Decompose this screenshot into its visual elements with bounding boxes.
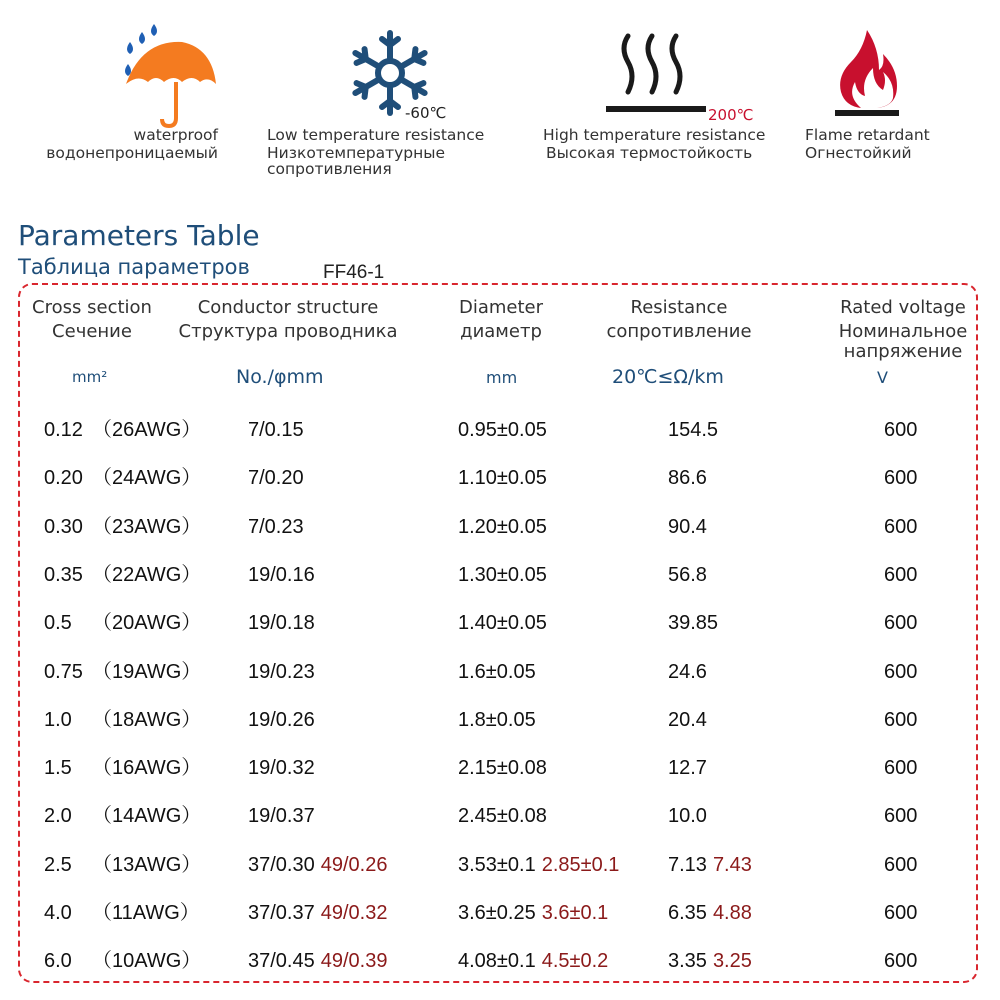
cell-resistance: 90.4 [668,515,707,538]
cell-resistance: 20.4 [668,708,707,731]
cell-size: 0.12 [44,419,83,441]
header-conductor-ru: Структура проводника [178,321,398,342]
cell-structure: 37/0.30 49/0.26 [248,853,388,876]
feature-low-temp-ru-2: сопротивления [267,160,392,178]
cell-size: 1.0 [44,708,72,731]
cell-awg: （13AWG） [92,853,202,876]
table-row [0,705,1000,735]
cell-awg: （20AWG） [92,612,202,635]
header-voltage-ru-2: напряжение [843,341,963,362]
header-cross-section-en: Cross section [32,297,152,318]
cell-structure: 37/0.45 49/0.39 [248,950,388,973]
table-row [0,850,1000,880]
header-conductor-unit: No./φmm [236,366,324,388]
cell-size: 6.0 [44,950,72,973]
table-row [0,898,1000,928]
cell-size: 0.35 [44,563,83,586]
feature-waterproof-ru: водонепроницаемый [46,144,218,162]
cell-size: 2.5 [44,853,72,876]
high-temp-badge: 200℃ [708,106,754,124]
cell-voltage: 600 [884,950,918,973]
cell-diameter: 1.10±0.05 [458,467,547,490]
cell-resistance: 24.6 [668,660,707,683]
cell-awg: （18AWG） [92,708,202,731]
cell-structure: 7/0.15 [248,419,304,441]
feature-high-temp-ru: Высокая термостойкость [546,144,753,162]
cell-voltage: 600 [884,660,918,683]
table-row [0,560,1000,590]
header-voltage-unit: V [877,368,888,387]
cell-diameter: 2.15±0.08 [458,757,547,780]
table-row [0,801,1000,831]
header-resistance-en: Resistance [630,297,728,318]
feature-waterproof-en: waterproof [133,126,218,144]
cell-resistance: 154.5 [668,419,719,441]
cell-size: 4.0 [44,902,72,924]
table-row [0,753,1000,783]
header-cross-section-ru: Сечение [52,321,132,342]
cell-diameter: 2.45±0.08 [458,805,547,828]
cell-awg: （24AWG） [92,467,202,490]
cell-awg: （16AWG） [92,757,202,780]
cell-diameter: 1.6±0.05 [458,660,536,683]
cell-voltage: 600 [884,853,918,876]
header-voltage-en: Rated voltage [840,297,966,318]
cell-voltage: 600 [884,805,918,828]
cell-structure: 19/0.16 [248,563,315,586]
header-voltage-ru-1: Номинальное [838,321,968,342]
cell-resistance: 3.35 3.25 [668,950,752,973]
cell-structure: 19/0.23 [248,660,315,683]
cell-voltage: 600 [884,612,918,635]
table-row [0,946,1000,976]
cell-resistance: 7.13 7.43 [668,853,752,876]
page-title-ru: Таблица параметров [18,255,250,279]
cell-structure: 19/0.37 [248,805,315,828]
cell-diameter: 1.40±0.05 [458,612,547,635]
table-row [0,463,1000,493]
feature-flame-ru: Огнестойкий [805,144,912,162]
cell-voltage: 600 [884,708,918,731]
cell-resistance: 56.8 [668,563,707,586]
cell-size: 0.30 [44,515,83,538]
cell-diameter: 4.08±0.1 4.5±0.2 [458,950,609,973]
cell-structure: 19/0.32 [248,757,315,780]
cell-voltage: 600 [884,467,918,490]
page-title: Parameters Table [18,219,260,252]
cell-size: 0.5 [44,612,72,635]
table-row [0,657,1000,687]
cell-diameter: 1.30±0.05 [458,563,547,586]
cell-resistance: 12.7 [668,757,707,780]
cell-structure: 7/0.20 [248,467,304,490]
cell-diameter: 3.53±0.1 2.85±0.1 [458,853,620,876]
cell-structure: 19/0.26 [248,708,315,731]
cell-structure: 37/0.37 49/0.32 [248,902,388,924]
cell-voltage: 600 [884,515,918,538]
table-row [0,415,1000,445]
cell-awg: （14AWG） [92,805,202,828]
table-row [0,512,1000,542]
heat-waves-icon [606,32,706,116]
cell-voltage: 600 [884,563,918,586]
cell-size: 1.5 [44,757,72,780]
cell-awg: （26AWG） [92,419,202,441]
feature-high-temp-en: High temperature resistance [543,126,766,144]
cell-diameter: 1.8±0.05 [458,708,536,731]
header-diameter-en: Diameter [458,297,544,318]
cell-resistance: 39.85 [668,612,719,635]
cell-awg: （11AWG） [92,902,200,924]
feature-low-temp-ru-1: Низкотемпературные [267,144,446,162]
cell-resistance: 86.6 [668,467,707,490]
header-cross-section-unit: mm² [72,368,108,386]
cell-diameter: 3.6±0.25 3.6±0.1 [458,902,609,924]
cell-size: 0.20 [44,467,83,490]
umbrella-icon [112,22,218,130]
cell-voltage: 600 [884,757,918,780]
cell-awg: （10AWG） [92,950,202,973]
cell-structure: 19/0.18 [248,612,315,635]
cell-size: 0.75 [44,660,83,683]
header-resistance-ru: сопротивление [606,321,752,342]
table-row [0,608,1000,638]
header-diameter-unit: mm [486,368,518,387]
feature-flame-en: Flame retardant [805,126,930,144]
cell-diameter: 1.20±0.05 [458,515,547,538]
cell-awg: （22AWG） [92,563,202,586]
header-conductor-en: Conductor structure [197,297,379,318]
model-number: FF46-1 [323,262,385,283]
cell-resistance: 6.35 4.88 [668,902,752,924]
flame-icon [833,28,901,118]
cell-resistance: 10.0 [668,805,707,828]
low-temp-badge: -60℃ [405,104,447,122]
cell-structure: 7/0.23 [248,515,304,538]
feature-low-temp-en: Low temperature resistance [267,126,485,144]
header-diameter-ru: диаметр [460,321,542,342]
cell-size: 2.0 [44,805,72,828]
cell-awg: （23AWG） [92,515,202,538]
cell-voltage: 600 [884,419,918,441]
cell-voltage: 600 [884,902,918,924]
cell-awg: （19AWG） [92,660,202,683]
header-resistance-unit: 20℃≤Ω/km [612,366,724,388]
cell-diameter: 0.95±0.05 [458,419,547,441]
